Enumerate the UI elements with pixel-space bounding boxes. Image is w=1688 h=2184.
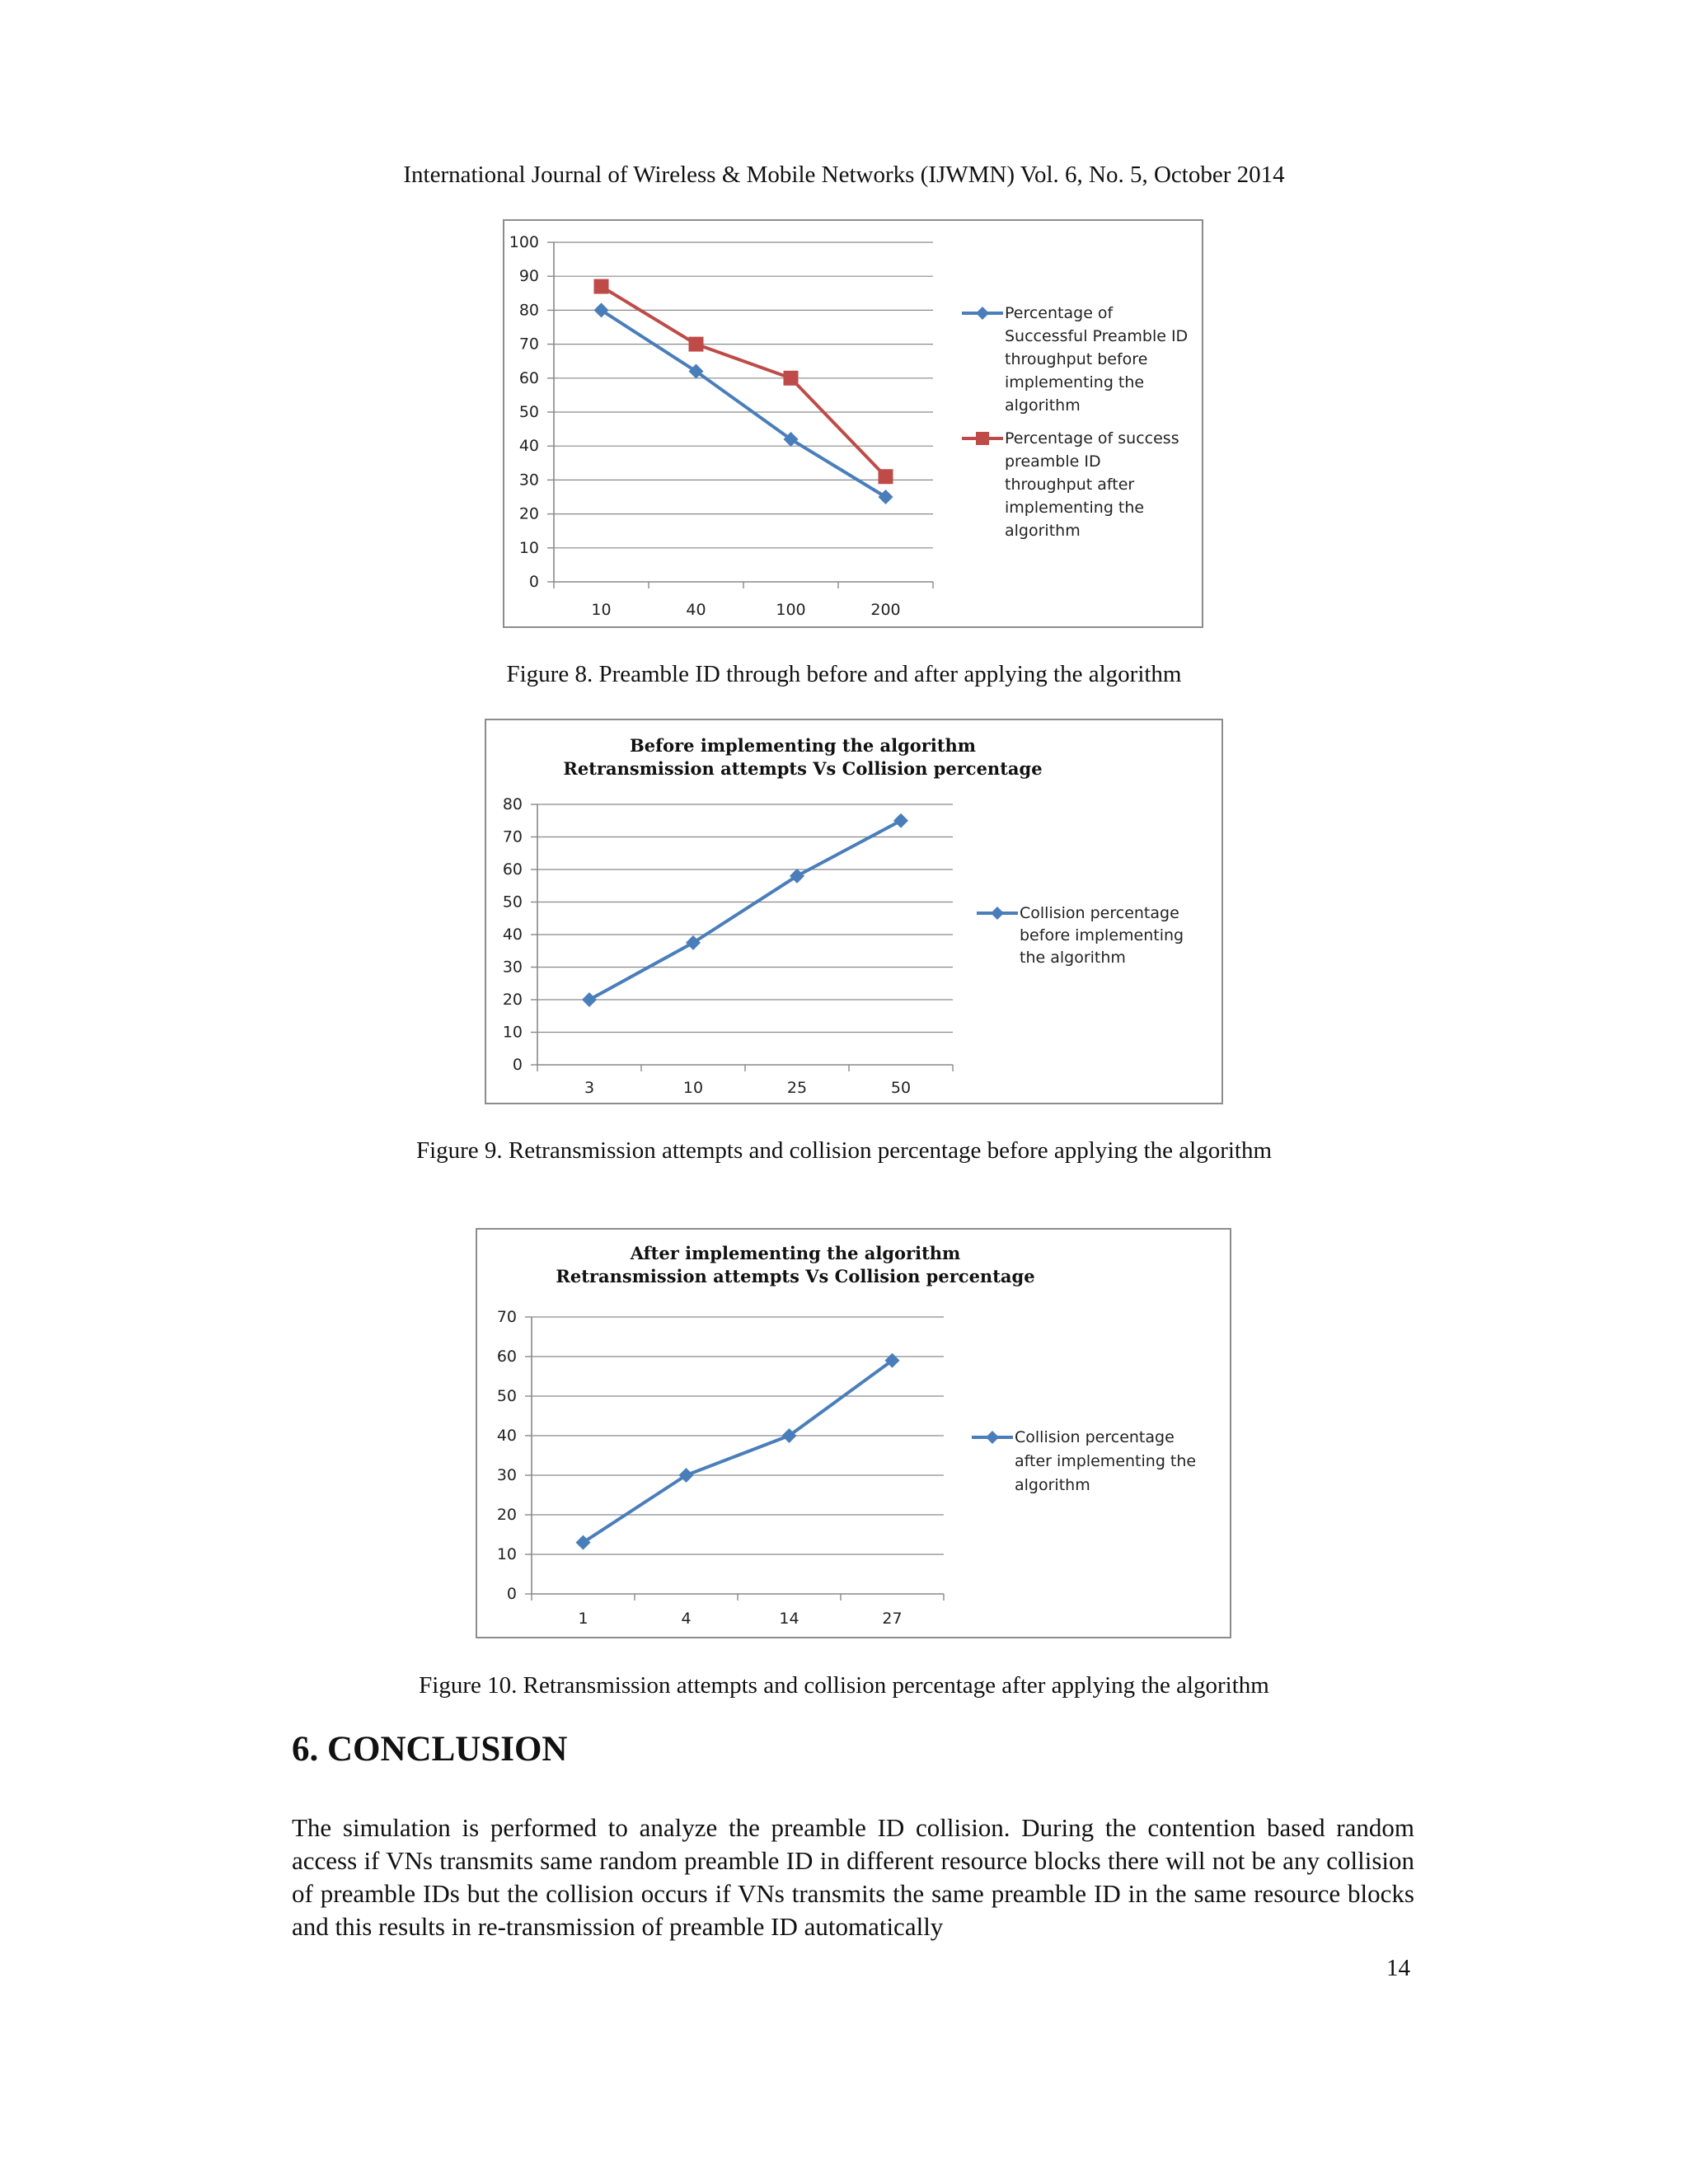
legend-label-line: Collision percentage [1020, 904, 1179, 922]
y-tick-label: 70 [496, 1308, 517, 1326]
x-tick-label: 100 [776, 601, 806, 619]
y-tick-label: 0 [528, 573, 539, 591]
y-tick-label: 0 [506, 1585, 517, 1603]
y-tick-label: 30 [496, 1466, 517, 1484]
chart-title-line: Retransmission attempts Vs Collision percentage [563, 758, 1043, 779]
y-tick-label: 70 [502, 827, 523, 846]
y-tick-label: 90 [518, 267, 539, 286]
legend-label-line: throughput after [1005, 476, 1135, 494]
legend-marker-diamond [986, 1431, 999, 1444]
x-tick-label: 25 [786, 1079, 808, 1097]
y-tick-label: 30 [518, 471, 539, 490]
legend-label-line: Collision percentage [1015, 1428, 1175, 1446]
data-point-square [879, 469, 893, 484]
legend-label-line: throughput before [1005, 350, 1148, 368]
y-tick-label: 60 [518, 368, 539, 387]
legend-label-line: Percentage of [1005, 304, 1114, 322]
figure-8-svg [504, 221, 1205, 630]
section-heading: 6. CONCLUSION [292, 1730, 568, 1769]
y-tick-label: 80 [518, 301, 539, 320]
x-tick-label: 10 [591, 601, 612, 619]
figure-10-chart [476, 1228, 1231, 1638]
data-point-square [689, 337, 704, 352]
figure-10-caption: Figure 10. Retransmission attempts and collision percentage after applying the algorithm [419, 1672, 1269, 1699]
x-tick-label: 40 [686, 601, 706, 619]
y-tick-label: 10 [518, 538, 539, 557]
y-tick-label: 20 [496, 1506, 517, 1524]
y-tick-label: 40 [502, 926, 523, 944]
data-point-diamond [893, 813, 908, 828]
x-tick-label: 3 [584, 1079, 595, 1097]
x-tick-label: 10 [682, 1079, 704, 1097]
chart-title-line: Retransmission attempts Vs Collision percentage [556, 1266, 1035, 1286]
y-tick-label: 60 [496, 1347, 517, 1366]
legend-label-line: after implementing the [1015, 1452, 1197, 1470]
legend-marker-square [976, 432, 989, 445]
running-header: International Journal of Wireless & Mobile Networks (IJWMN) Vol. 6, No. 5, October 2014 [403, 162, 1285, 188]
data-point-diamond [582, 992, 597, 1007]
figure-10-svg [477, 1230, 1233, 1640]
series-line [602, 310, 886, 497]
legend-label-line: implementing the [1005, 373, 1145, 391]
x-tick-label: 14 [779, 1610, 799, 1628]
figure-8-caption: Figure 8. Preamble ID through before and after applying the algorithm [506, 661, 1182, 687]
legend-label-line: algorithm [1005, 396, 1081, 415]
legend-marker-diamond [991, 907, 1004, 920]
y-tick-label: 100 [509, 233, 539, 251]
chart-title-line: Before implementing the algorithm [629, 735, 977, 756]
y-tick-label: 60 [502, 860, 523, 879]
y-tick-label: 40 [518, 437, 539, 456]
legend-label-line: Percentage of success [1005, 429, 1179, 448]
legend-label-line: the algorithm [1020, 949, 1126, 967]
figure-8-chart [503, 219, 1203, 628]
y-tick-label: 20 [502, 991, 523, 1009]
series-line [602, 287, 886, 477]
x-tick-label: 4 [681, 1610, 692, 1628]
data-point-square [594, 279, 609, 294]
y-tick-label: 10 [502, 1023, 523, 1042]
y-tick-label: 30 [502, 958, 523, 977]
y-tick-label: 10 [496, 1545, 517, 1563]
y-tick-label: 20 [518, 504, 539, 523]
legend-label-line: preamble ID [1005, 452, 1101, 471]
x-tick-label: 27 [882, 1610, 903, 1628]
data-point-square [784, 371, 799, 386]
chart-title-line: After implementing the algorithm [630, 1243, 961, 1263]
y-tick-label: 50 [518, 403, 539, 421]
figure-9-chart [485, 719, 1223, 1104]
conclusion-paragraph: The simulation is performed to analyze the preamble ID collision. During the contention based random access if VNs transmits same random preamble ID in different resource blocks there will not be any collision of preamble IDs but the collision occurs if VNs transmits the same preamble ID in the same resource blocks and this results in re-transmission of preamble ID automatically [292, 1813, 1414, 1941]
legend-label-line: Successful Preamble ID [1005, 327, 1189, 345]
data-point-diamond [879, 490, 893, 504]
legend-label-line: algorithm [1015, 1476, 1090, 1494]
y-tick-label: 0 [512, 1056, 523, 1074]
y-tick-label: 80 [502, 795, 523, 813]
page-number: 14 [1386, 1955, 1410, 1981]
figure-9-svg [486, 720, 1225, 1106]
series-line [589, 821, 901, 1000]
y-tick-label: 50 [496, 1387, 517, 1405]
legend-marker-diamond [976, 307, 989, 320]
y-tick-label: 50 [502, 893, 523, 912]
x-tick-label: 200 [870, 601, 901, 619]
y-tick-label: 40 [496, 1427, 517, 1445]
legend-label-line: implementing the [1005, 499, 1145, 517]
legend-label-line: before implementing [1020, 926, 1184, 944]
figure-9-caption: Figure 9. Retransmission attempts and collision percentage before applying the algorithm [415, 1137, 1273, 1164]
x-tick-label: 1 [578, 1610, 588, 1628]
legend-label-line: algorithm [1005, 522, 1081, 540]
y-tick-label: 70 [518, 335, 539, 354]
x-tick-label: 50 [890, 1079, 912, 1097]
